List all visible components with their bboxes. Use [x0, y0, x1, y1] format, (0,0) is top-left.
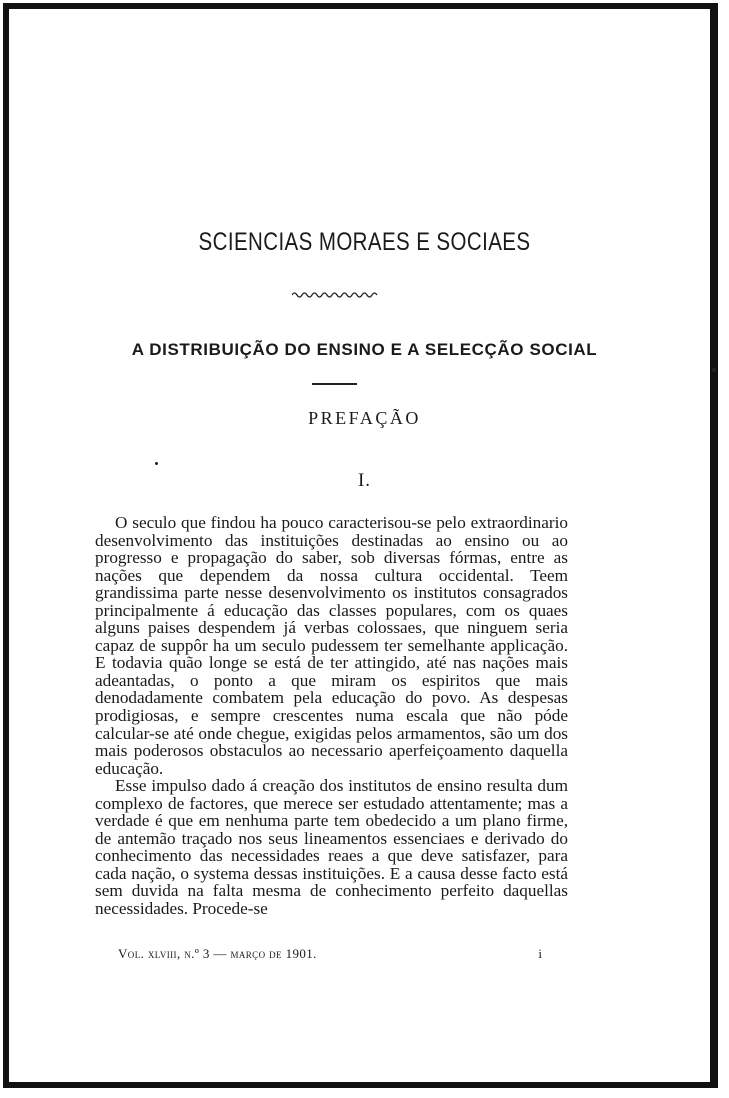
- paragraph: Esse impulso dado á creação dos institutos de ensino resulta dum complexo de factores, que merece ser estudado attentamente; mas a verdade é que em nenhuma parte tem obedecido a um plano firme, de antemão traçado nos seus lineamentos essenciaes e derivado do conhecimento das necessidades reaes a que deve satisfazer, para cada nação, o systema dessas instituições. E a causa desse facto está sem duvida na falta mesma de conhecimento perfeito daquellas necessidades. Procede-se: [95, 776, 568, 919]
- paragraph: O seculo que findou ha pouco caracterisou-se pelo extraordinario desenvolvimento das instituições destinadas ao ensino ou ao progresso e propagação do saber, sob diversas fórmas, entre as nações que dependem da nossa cultura occidental. Teem grandissima parte nesse desenvolvimento os institutos consagrados principalmente á educação das classes populares, com os quaes alguns paises despendem já verbas colossaes, que ninguem seria capaz de suppôr ha um seculo pudessem ter semelhante applicação. E todavia quão longe se está de ter attingido, até nas nações mais adeantadas, o ponto a que miram os espiritos que mais denodadamente combatem pela educação do povo. As despesas prodigiosas, e sempre crescentes numa escala que não póde calcular-se até onde chegue, exigidas pelos armamentos, são um dos mais poderosos obstaculos ao necessario aperfeiçoamento daquella educação.: [95, 513, 568, 778]
- signature-mark: i: [538, 946, 542, 961]
- volume-line: Vol. xlviii, n.º 3 — março de 1901.: [118, 946, 317, 961]
- page-footer: [118, 946, 542, 962]
- section-title: SCIENCIAS MORAES E SOCIAES: [198, 228, 531, 256]
- title-divider: [312, 383, 357, 385]
- chapter-number: I.: [357, 470, 372, 491]
- subtitle: PREFAÇÃO: [308, 408, 421, 428]
- ink-speck: [155, 462, 158, 465]
- ink-speck: [712, 368, 716, 372]
- article-title: A DISTRIBUIÇÃO DO ENSINO E A SELECÇÃO SOCIAL: [131, 340, 598, 359]
- body-text: [95, 514, 568, 918]
- wavy-ornament-rule: [292, 290, 378, 300]
